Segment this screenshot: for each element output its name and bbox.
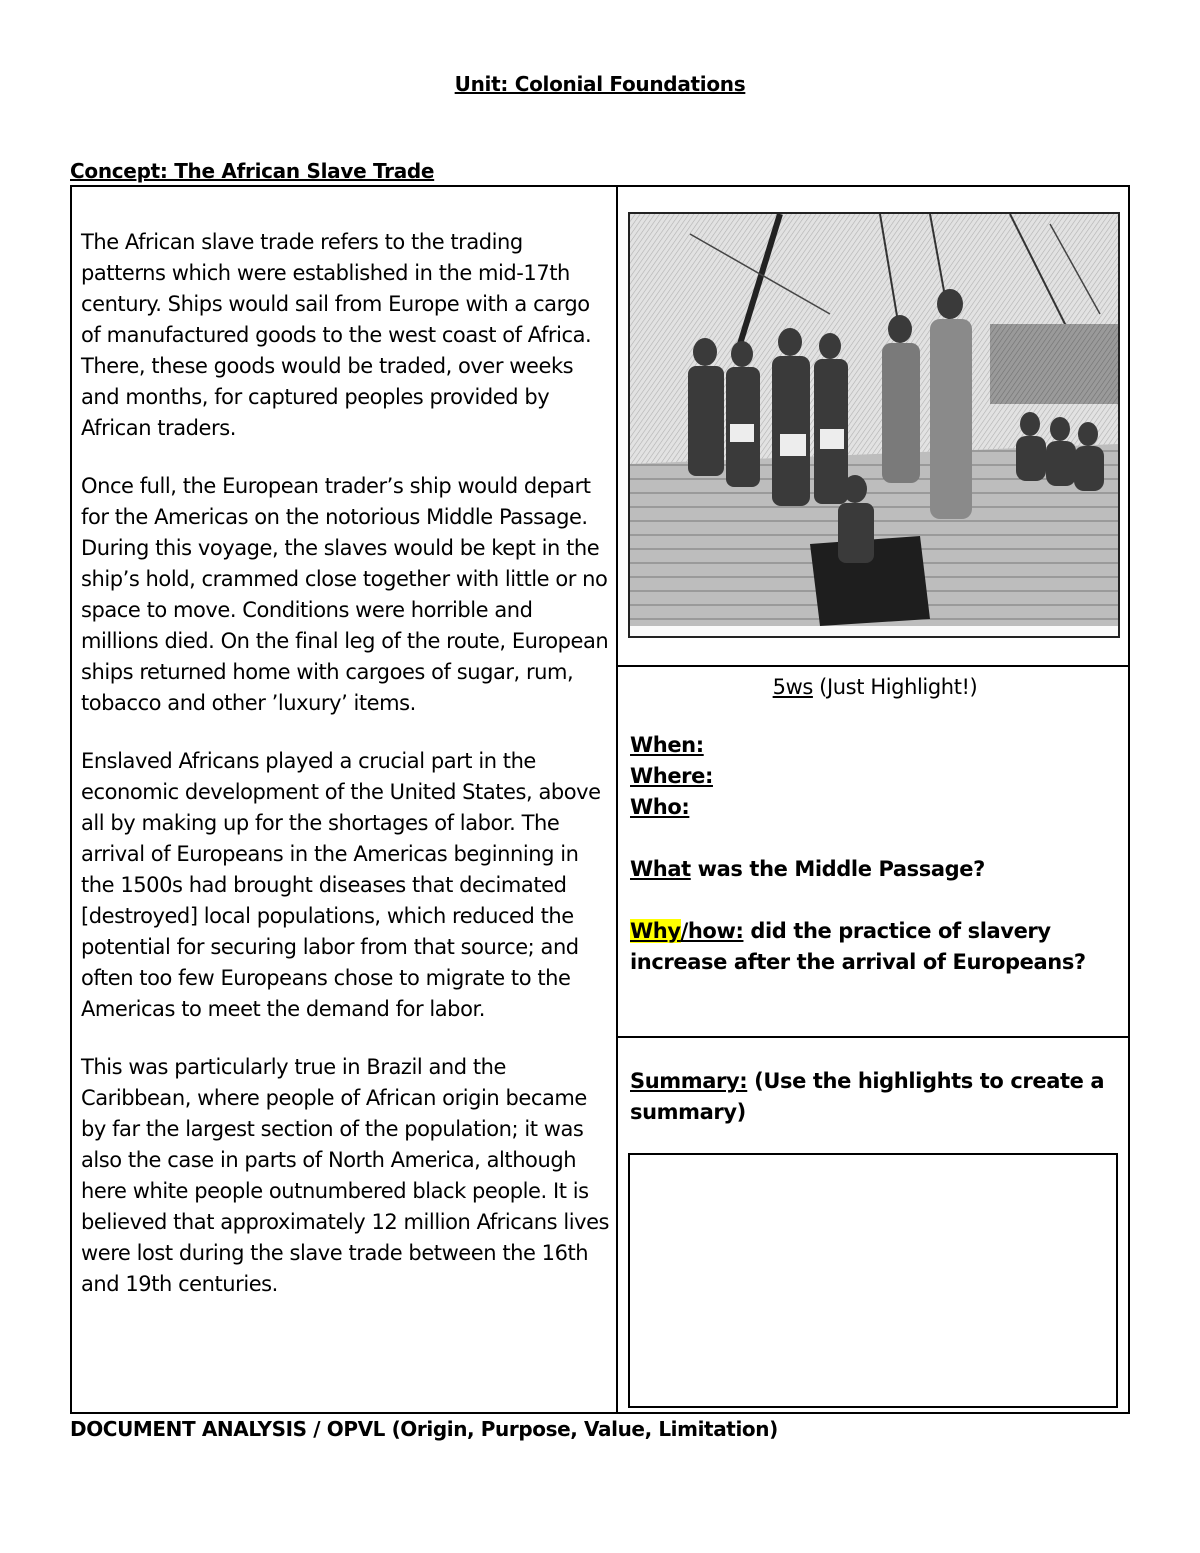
five-ws-header: [630, 672, 1120, 703]
article-paragraph-1: The African slave trade refers to the trading patterns which were established in the mid-17th century. Ships would sail from Europe with a cargo of manufactured goods to the west coast of Africa. There, these goods would be traded, over weeks and months, for captured peoples provided by African traders.: [81, 230, 592, 440]
summary-answer-box[interactable]: [628, 1153, 1118, 1408]
five-ws-instruction: (Just Highlight!): [812, 675, 978, 699]
row-divider-image: [617, 665, 1130, 667]
row-divider-5ws: [617, 1036, 1130, 1038]
document-analysis-heading: DOCUMENT ANALYSIS / OPVL (Origin, Purpose, Value, Limitation): [70, 1417, 778, 1441]
column-divider: [616, 185, 618, 1414]
what-question: [630, 854, 1120, 885]
who-prompt: Who:: [630, 795, 690, 819]
summary-instruction: (Use the highlights to create a summary): [630, 1069, 1105, 1124]
article-paragraph-2: Once full, the European trader’s ship would depart for the Americas on the notorious Middle Passage. During this voyage, the slaves would be kept in the ship’s hold, crammed close together with little or no space to move. Conditions were horrible and millions died. On the final leg of the route, European ships returned home with cargoes of sugar, rum, tobacco and other ’luxury’ items.: [81, 474, 609, 715]
article-paragraph-4: This was particularly true in Brazil and the Caribbean, where people of African origin became by far the largest section of the population; it was also the case in parts of North America, although here white people outnumbered black people. It is believed that approximately 12 million Africans lives were lost during the slave trade between the 16th and 19th centuries.: [81, 1055, 610, 1296]
article-text: [81, 227, 611, 1327]
article-paragraph-3: Enslaved Africans played a crucial part in the economic development of the United States, above all by making up for the shortages of labor. The arrival of Europeans in the Americas beginning in the 1500s had brought diseases that decimated [destroyed] local populations, which reduced the potential for securing labor from that source; and often too few Europeans chose to migrate to the Americas to meet the demand for labor.: [81, 749, 601, 1021]
how-label: /how:: [680, 919, 744, 943]
summary-label: Summary:: [630, 1069, 748, 1093]
five-ws-section: [630, 672, 1120, 978]
unit-title: Unit: Colonial Foundations: [454, 72, 746, 96]
summary-prompt: [630, 1066, 1110, 1128]
slave-ship-engraving: [628, 212, 1120, 638]
what-question-text: was the Middle Passage?: [690, 857, 985, 881]
when-prompt: When:: [630, 733, 704, 757]
where-prompt: Where:: [630, 764, 713, 788]
what-label: What: [630, 857, 691, 881]
five-ws-label: 5ws: [772, 675, 813, 699]
concept-title: Concept: The African Slave Trade: [70, 159, 435, 183]
why-label-highlighted: Why: [630, 919, 681, 943]
why-question: [630, 916, 1120, 978]
why-question-text: did the practice of slavery increase after the arrival of Europeans?: [630, 919, 1086, 974]
engraving-image: [630, 214, 1118, 636]
